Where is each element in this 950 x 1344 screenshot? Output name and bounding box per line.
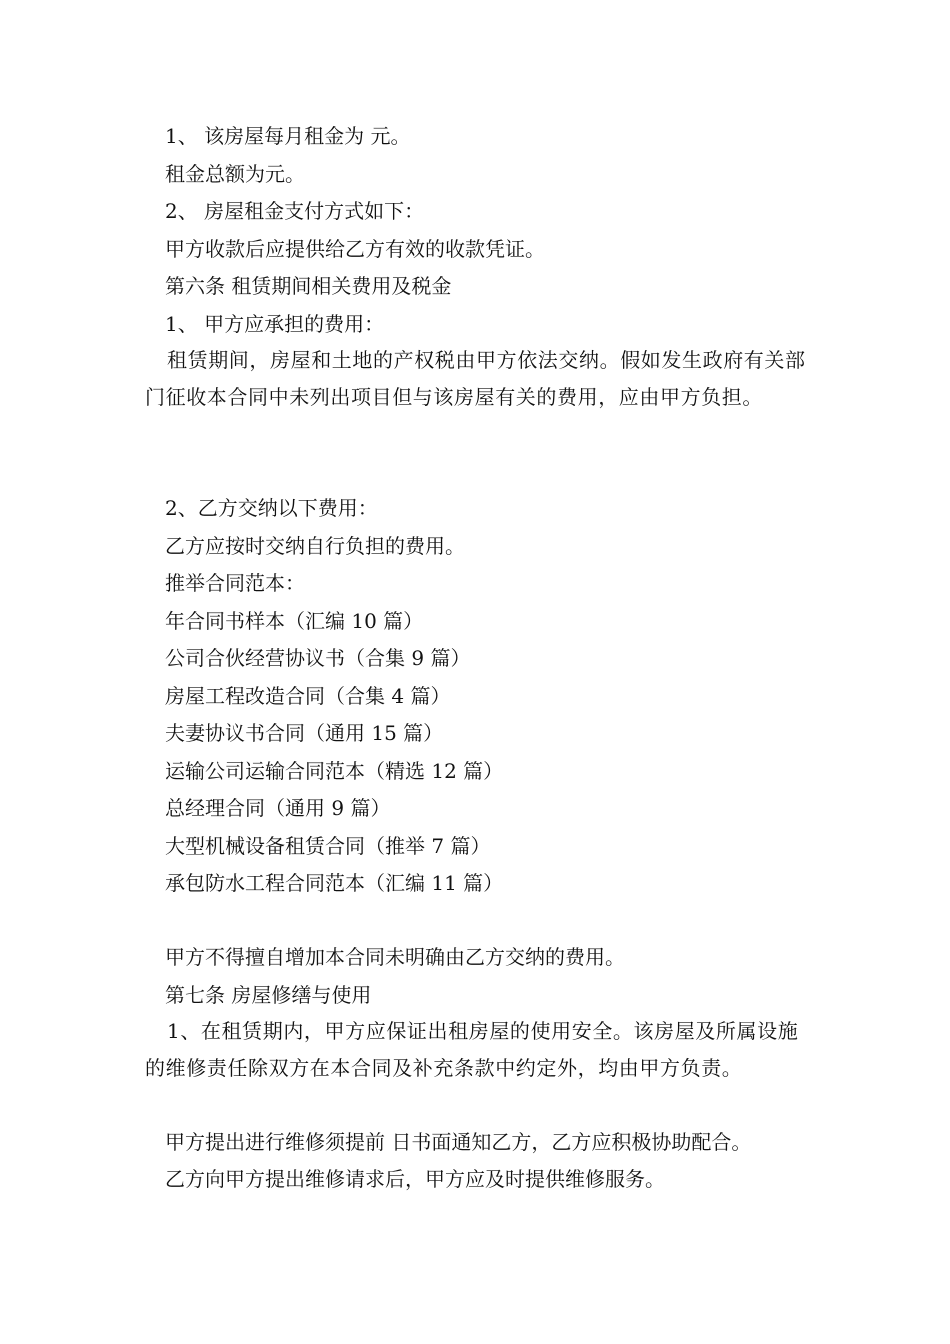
recommended-item: 夫妻协议书合同（通用 15 篇） bbox=[165, 721, 444, 745]
rent-total-line: 租金总额为元。 bbox=[165, 162, 305, 186]
recommended-item: 年合同书样本（汇编 10 篇） bbox=[165, 609, 424, 633]
party-b-fees-line: 2、乙方交纳以下费用： bbox=[165, 496, 378, 520]
recommended-item: 房屋工程改造合同（合集 4 篇） bbox=[165, 684, 451, 708]
recommended-item: 运输公司运输合同范本（精选 12 篇） bbox=[165, 759, 504, 783]
maintenance-request-line: 乙方向甲方提出维修请求后，甲方应及时提供维修服务。 bbox=[165, 1167, 665, 1191]
article-seven-heading: 第七条 房屋修缮与使用 bbox=[165, 983, 372, 1007]
recommended-item: 公司合伙经营协议书（合集 9 篇） bbox=[165, 646, 471, 670]
maintenance-notice-line: 甲方提出进行维修须提前 日书面通知乙方，乙方应积极协助配合。 bbox=[165, 1130, 752, 1154]
tax-paragraph: 租赁期间，房屋和土地的产权税由甲方依法交纳。假如发生政府有关部门征收本合同中未列出项目但与该房屋有关的费用，应由甲方负担。 bbox=[145, 348, 806, 409]
payment-method-line: 2、 房屋租金支付方式如下： bbox=[165, 199, 425, 223]
receipt-line: 甲方收款后应提供给乙方有效的收款凭证。 bbox=[165, 237, 545, 261]
rent-monthly-line: 1、 该房屋每月租金为 元。 bbox=[165, 124, 411, 148]
recommended-item: 总经理合同（通用 9 篇） bbox=[165, 796, 391, 820]
no-extra-fees-line: 甲方不得擅自增加本合同未明确由乙方交纳的费用。 bbox=[165, 945, 625, 969]
maintenance-paragraph: 1、在租赁期内，甲方应保证出租房屋的使用安全。该房屋及所属设施的维修责任除双方在本合同及补充条款中约定外，均由甲方负责。 bbox=[145, 1019, 799, 1080]
article-six-heading: 第六条 租赁期间相关费用及税金 bbox=[165, 274, 452, 298]
party-a-fees-line: 1、 甲方应承担的费用： bbox=[165, 312, 385, 336]
recommended-heading: 推举合同范本： bbox=[165, 571, 305, 595]
recommended-item: 大型机械设备租赁合同（推举 7 篇） bbox=[165, 834, 491, 858]
recommended-item: 承包防水工程合同范本（汇编 11 篇） bbox=[165, 871, 504, 895]
party-b-pay-line: 乙方应按时交纳自行负担的费用。 bbox=[165, 534, 465, 558]
